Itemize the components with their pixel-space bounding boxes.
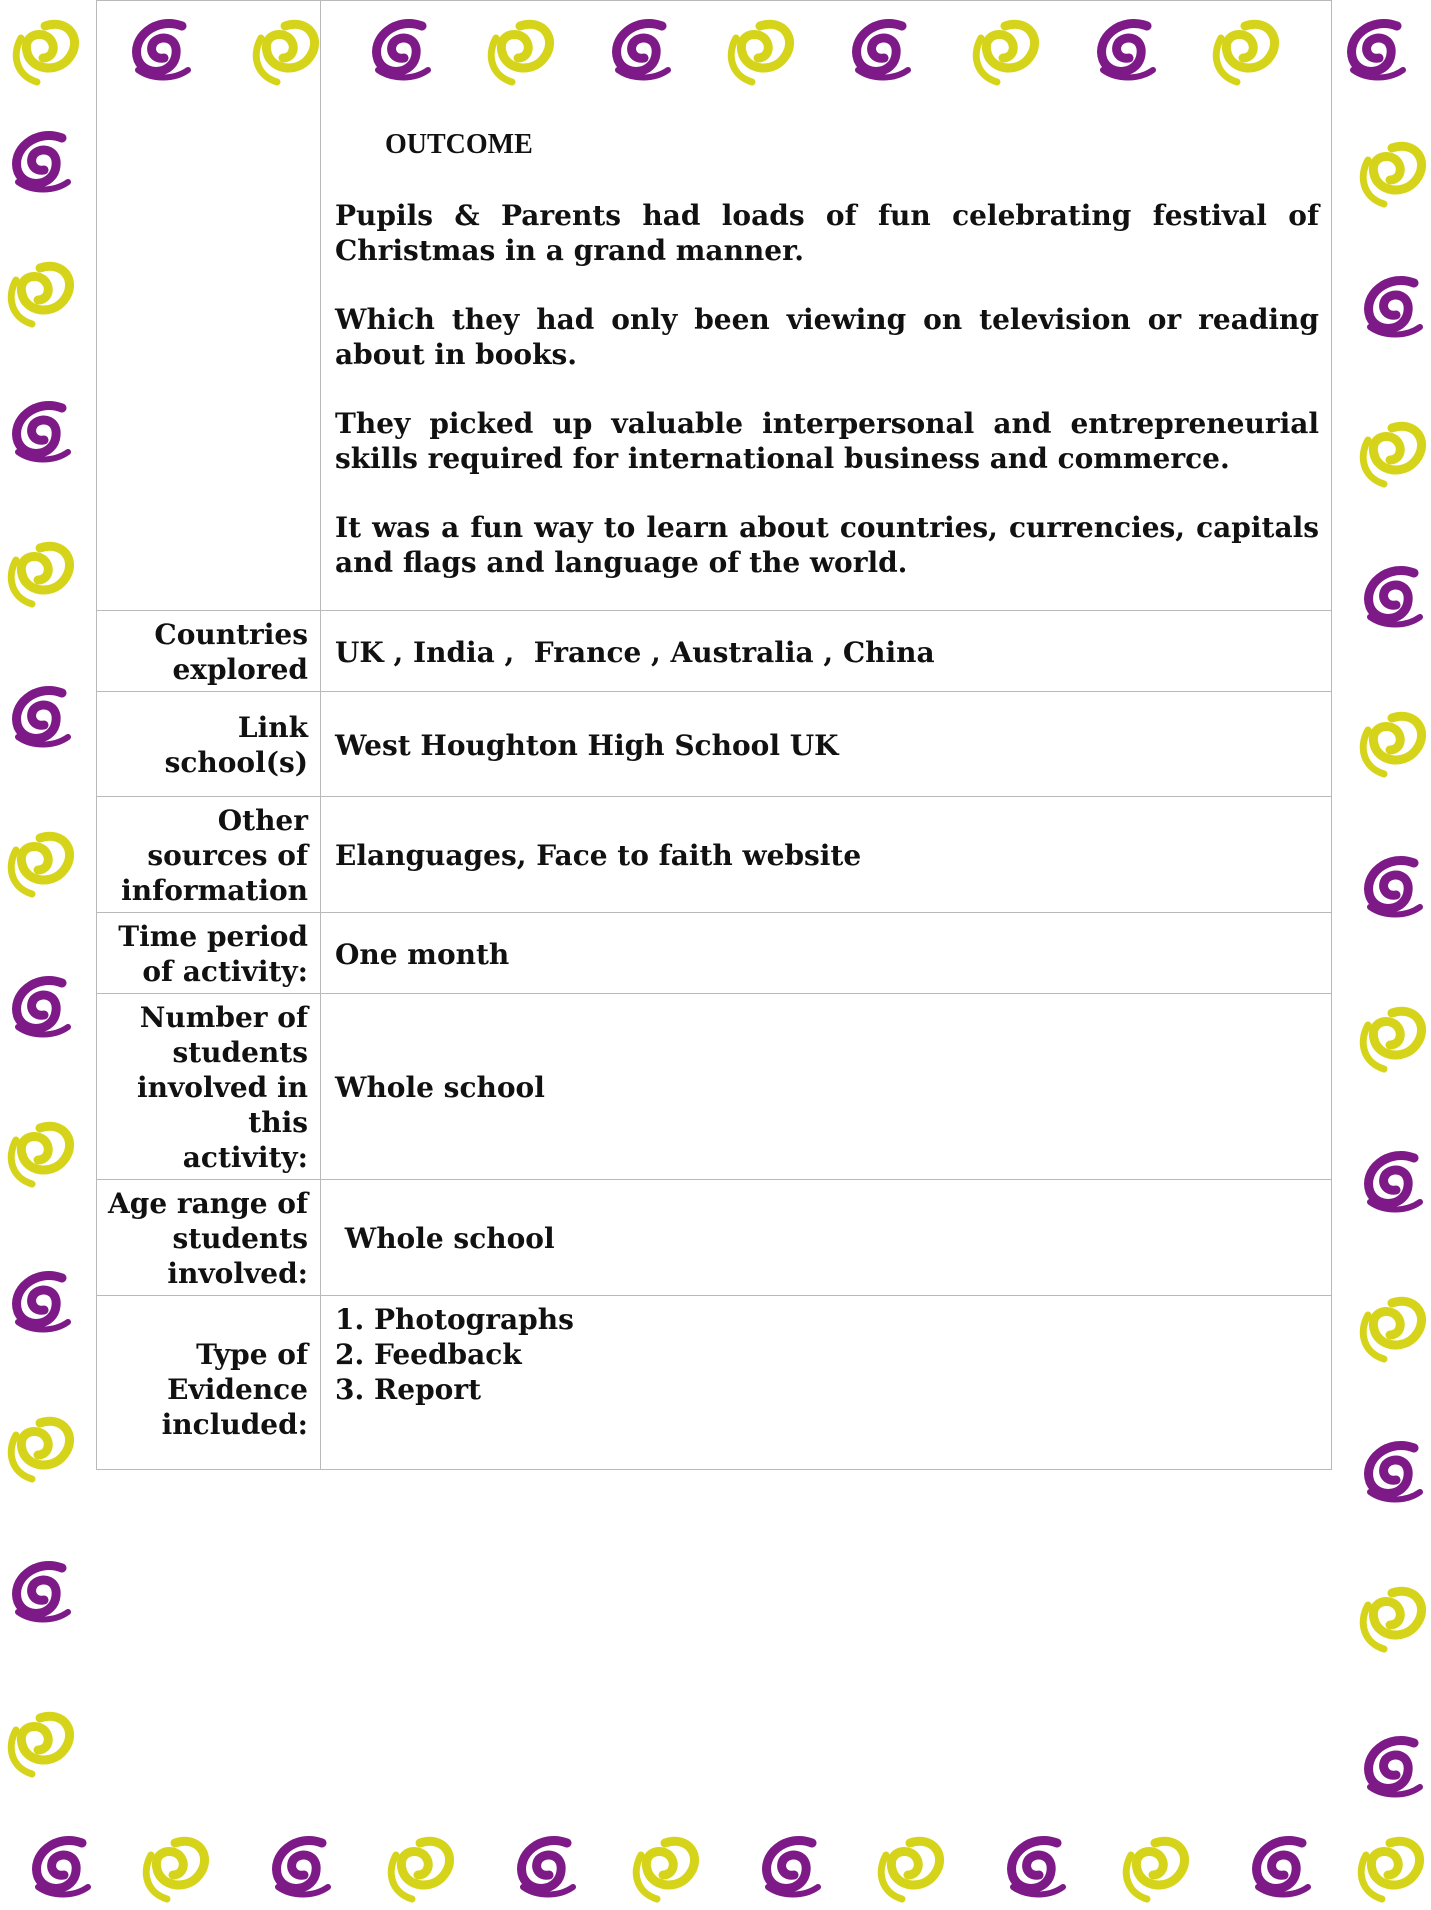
label-line: Other [217,804,308,837]
outcome-paragraph: Pupils & Parents had loads of fun celebrating festival of Christmas in a grand manner. [335,199,1319,267]
label-line: Evidence [167,1373,308,1406]
evidence-row [97,1296,1332,1470]
link-school-value: West Houghton High School UK [321,692,1332,797]
countries-value: UK , India , France , Australia , China [321,611,1332,692]
list-item: 2. Feedback [335,1338,522,1371]
link-school-row [97,692,1332,797]
label-line: Time period [118,920,308,953]
border-bottom [37,1841,1420,1899]
label-line: school(s) [164,746,308,779]
label-line: Age range of [108,1187,308,1220]
evidence-list [335,1302,1319,1407]
label-line: Type of [196,1338,308,1371]
age-range-row [97,1180,1332,1296]
label-line: involved: [167,1257,308,1290]
link-school-label [97,692,321,797]
label-line: Countries [154,618,308,651]
age-range-value: Whole school [321,1180,1332,1296]
label-line: activity: [182,1141,308,1174]
label-line: of activity: [142,955,308,988]
time-period-label [97,913,321,994]
students-value: Whole school [321,994,1332,1180]
outcome-paragraph: They picked up valuable interpersonal and entrepreneurial skills required for international business and commerce. [335,407,1319,475]
label-line: involved in [137,1071,308,1104]
other-sources-value: Elanguages, Face to faith website [321,797,1332,913]
countries-row [97,611,1332,692]
label-line: students [172,1222,308,1255]
label-line: students [172,1036,308,1069]
outcome-cell [321,1,1332,611]
activity-table [96,0,1332,1470]
time-period-value: One month [321,913,1332,994]
other-sources-row [97,797,1332,913]
outcome-heading: OUTCOME [385,129,533,160]
other-sources-label [97,797,321,913]
students-label [97,994,321,1180]
outcome-label-cell [97,1,321,611]
outcome-paragraph: Which they had only been viewing on television or reading about in books. [335,303,1319,371]
evidence-value [321,1296,1332,1470]
border-left [11,136,69,1774]
students-row [97,994,1332,1180]
label-line: explored [172,653,308,686]
evidence-label [97,1296,321,1470]
label-line: sources of [147,839,308,872]
label-line: included: [161,1408,308,1441]
border-right [1363,146,1421,1794]
label-line: Link [237,711,308,744]
list-item: 3. Report [335,1373,482,1406]
label-line: this [248,1106,308,1139]
outcome-paragraph: It was a fun way to learn about countries, currencies, capitals and flags and language of the world. [335,511,1319,579]
label-line: information [121,874,308,907]
time-period-row [97,913,1332,994]
label-line: Number of [139,1001,308,1034]
countries-label [97,611,321,692]
outcome-row [97,1,1332,611]
list-item: 1. Photographs [335,1303,574,1336]
age-range-label [97,1180,321,1296]
